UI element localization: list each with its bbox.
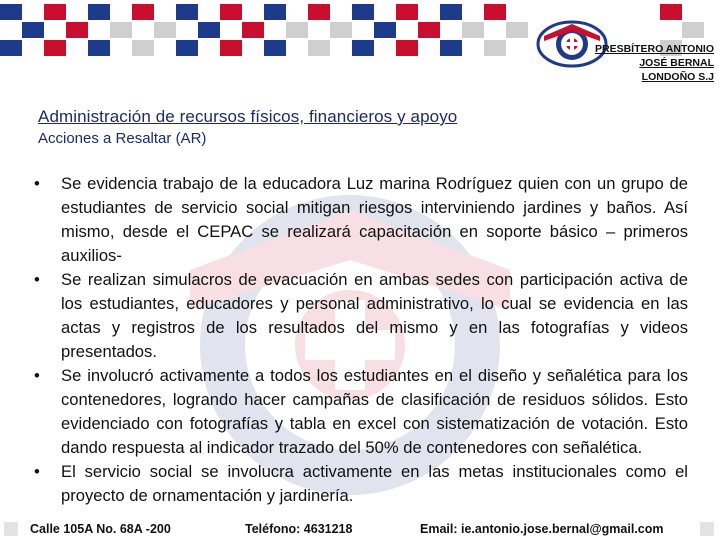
checker-cell (352, 4, 374, 20)
footer-phone: Teléfono: 4631218 (245, 522, 353, 536)
checker-cell (132, 4, 154, 20)
checker-cell (132, 40, 154, 56)
footer (0, 518, 720, 540)
checker-gap (638, 22, 660, 38)
checker-cell (220, 40, 242, 56)
checker-cell (330, 22, 352, 38)
checker-cell (484, 40, 506, 56)
checker-cell (220, 4, 242, 20)
checker-cell (308, 4, 330, 20)
checker-cell (88, 4, 110, 20)
checker-cell (308, 40, 330, 56)
checker-cell (462, 22, 484, 38)
checker-cell (44, 4, 66, 20)
checker-cell (440, 40, 462, 56)
page-subtitle: Acciones a Resaltar (AR) (38, 130, 207, 147)
checker-cell (396, 4, 418, 20)
checker-cell (506, 22, 528, 38)
checker-cell (264, 4, 286, 20)
checker-gap (616, 4, 638, 20)
checker-row (22, 22, 720, 38)
checker-cell (418, 22, 440, 38)
checker-cell (0, 40, 22, 56)
footer-address: Calle 105A No. 68A -200 (30, 522, 171, 536)
bullet-item: • Se evidencia trabajo de la educadora Luz marina Rodríguez quien con un grupo de estudiantes de servicio social mitigan riesgos interviniendo jardines y baños. Así mismo, desde el CEPAC se realizará capacitación en soporte básico – primeros auxilios- (32, 172, 688, 268)
school-name-line-2: JOSÉ BERNAL (639, 57, 714, 69)
checker-cell (176, 4, 198, 20)
school-name (595, 42, 714, 84)
checker-cell (440, 4, 462, 20)
checker-cell (682, 22, 704, 38)
checker-cell (198, 22, 220, 38)
checker-cell (154, 22, 176, 38)
footer-square (4, 522, 18, 536)
school-name-line-1: PRESBÍTERO ANTONIO (594, 43, 714, 55)
checker-cell (484, 4, 506, 20)
checker-cell (44, 40, 66, 56)
checker-cell (242, 22, 264, 38)
footer-square (700, 522, 714, 536)
bullet-item: • Se involucró activamente a todos los estudiantes en el diseño y señalética para los contenedores, logrando hacer campañas de clasificación de residuos sólidos. Esto evidenciado con fotografías y tabla en excel con sistematización de votación. Esto dando respuesta al indicador trazado del 50% de contenedores con señalética. (32, 364, 688, 460)
checker-cell (176, 40, 198, 56)
checker-cell (88, 40, 110, 56)
footer-email: Email: ie.antonio.jose.bernal@gmail.com (420, 522, 664, 536)
checker-cell (66, 22, 88, 38)
checker-cell (374, 22, 396, 38)
bullet-item: • Se realizan simulacros de evacuación en ambas sedes con participación activa de los estudiantes, educadores y personal administrativo, lo cual se evidencia en las actas y registros de los resultados del mismo y en las fotografías y videos presentados. (32, 268, 688, 364)
checker-cell (264, 40, 286, 56)
checker-cell (352, 40, 374, 56)
checker-cell (286, 22, 308, 38)
checker-cell (0, 4, 22, 20)
checker-cell (22, 22, 44, 38)
checker-cell (110, 22, 132, 38)
checker-cell (660, 4, 682, 20)
bullet-item: • El servicio social se involucra activamente en las metas institucionales como el proyecto de ornamentación y jardinería. (32, 460, 688, 508)
bullet-list (32, 172, 688, 508)
school-name-line-3: LONDOÑO S.J (641, 71, 714, 83)
page-title: Administración de recursos físicos, financieros y apoyo (38, 107, 458, 126)
checker-cell (396, 40, 418, 56)
